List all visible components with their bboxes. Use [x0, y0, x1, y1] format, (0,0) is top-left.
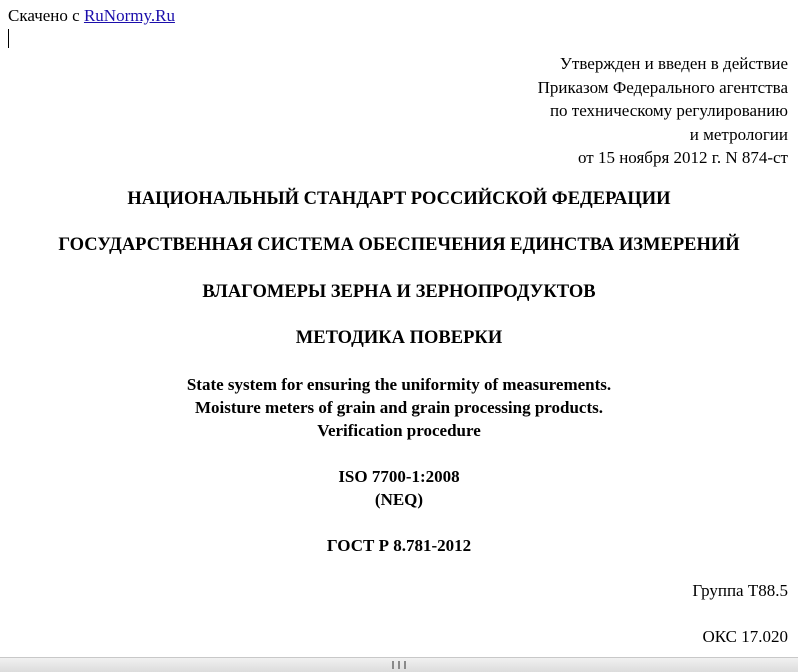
- iso-reference: [0, 465, 798, 511]
- english-title-line: State system for ensuring the uniformity of measurements.: [186, 375, 612, 394]
- group-code: Группа Т88.5: [692, 581, 788, 600]
- oks-code: ОКС 17.020: [702, 627, 788, 646]
- approval-line: Утвержден и введен в действие: [559, 54, 788, 73]
- horizontal-scrollbar[interactable]: [0, 657, 798, 672]
- approval-line: по техническому регулированию: [549, 101, 788, 120]
- source-prefix: Скачено с: [8, 6, 84, 25]
- text-cursor: [8, 29, 9, 48]
- scrollbar-grip-icon[interactable]: [392, 661, 406, 669]
- approval-line: и метрологии: [689, 124, 788, 144]
- english-title-line: Verification procedure: [317, 421, 481, 440]
- english-title: [0, 373, 798, 442]
- english-title-line: Moisture meters of grain and grain processing products.: [195, 398, 603, 417]
- iso-number: ISO 7700-1:2008: [338, 467, 460, 486]
- state-system-heading: ГОСУДАРСТВЕННАЯ СИСТЕМА ОБЕСПЕЧЕНИЯ ЕДИНСТВА ИЗМЕРЕНИЙ: [58, 235, 740, 255]
- procedure-heading: МЕТОДИКА ПОВЕРКИ: [295, 328, 503, 348]
- source-line: [8, 6, 175, 26]
- moisture-meters-heading: ВЛАГОМЕРЫ ЗЕРНА И ЗЕРНОПРОДУКТОВ: [202, 282, 596, 302]
- gost-designation: ГОСТ Р 8.781-2012: [326, 536, 472, 555]
- iso-equivalence: (NEQ): [374, 490, 424, 509]
- approval-line: Приказом Федерального агентства: [537, 77, 788, 97]
- approval-line: от 15 ноября 2012 г. N 874-ст: [578, 148, 788, 167]
- approval-block: [538, 52, 788, 170]
- national-standard-heading: НАЦИОНАЛЬНЫЙ СТАНДАРТ РОССИЙСКОЙ ФЕДЕРАЦИИ: [127, 189, 671, 209]
- runormy-link[interactable]: RuNormy.Ru: [83, 6, 175, 25]
